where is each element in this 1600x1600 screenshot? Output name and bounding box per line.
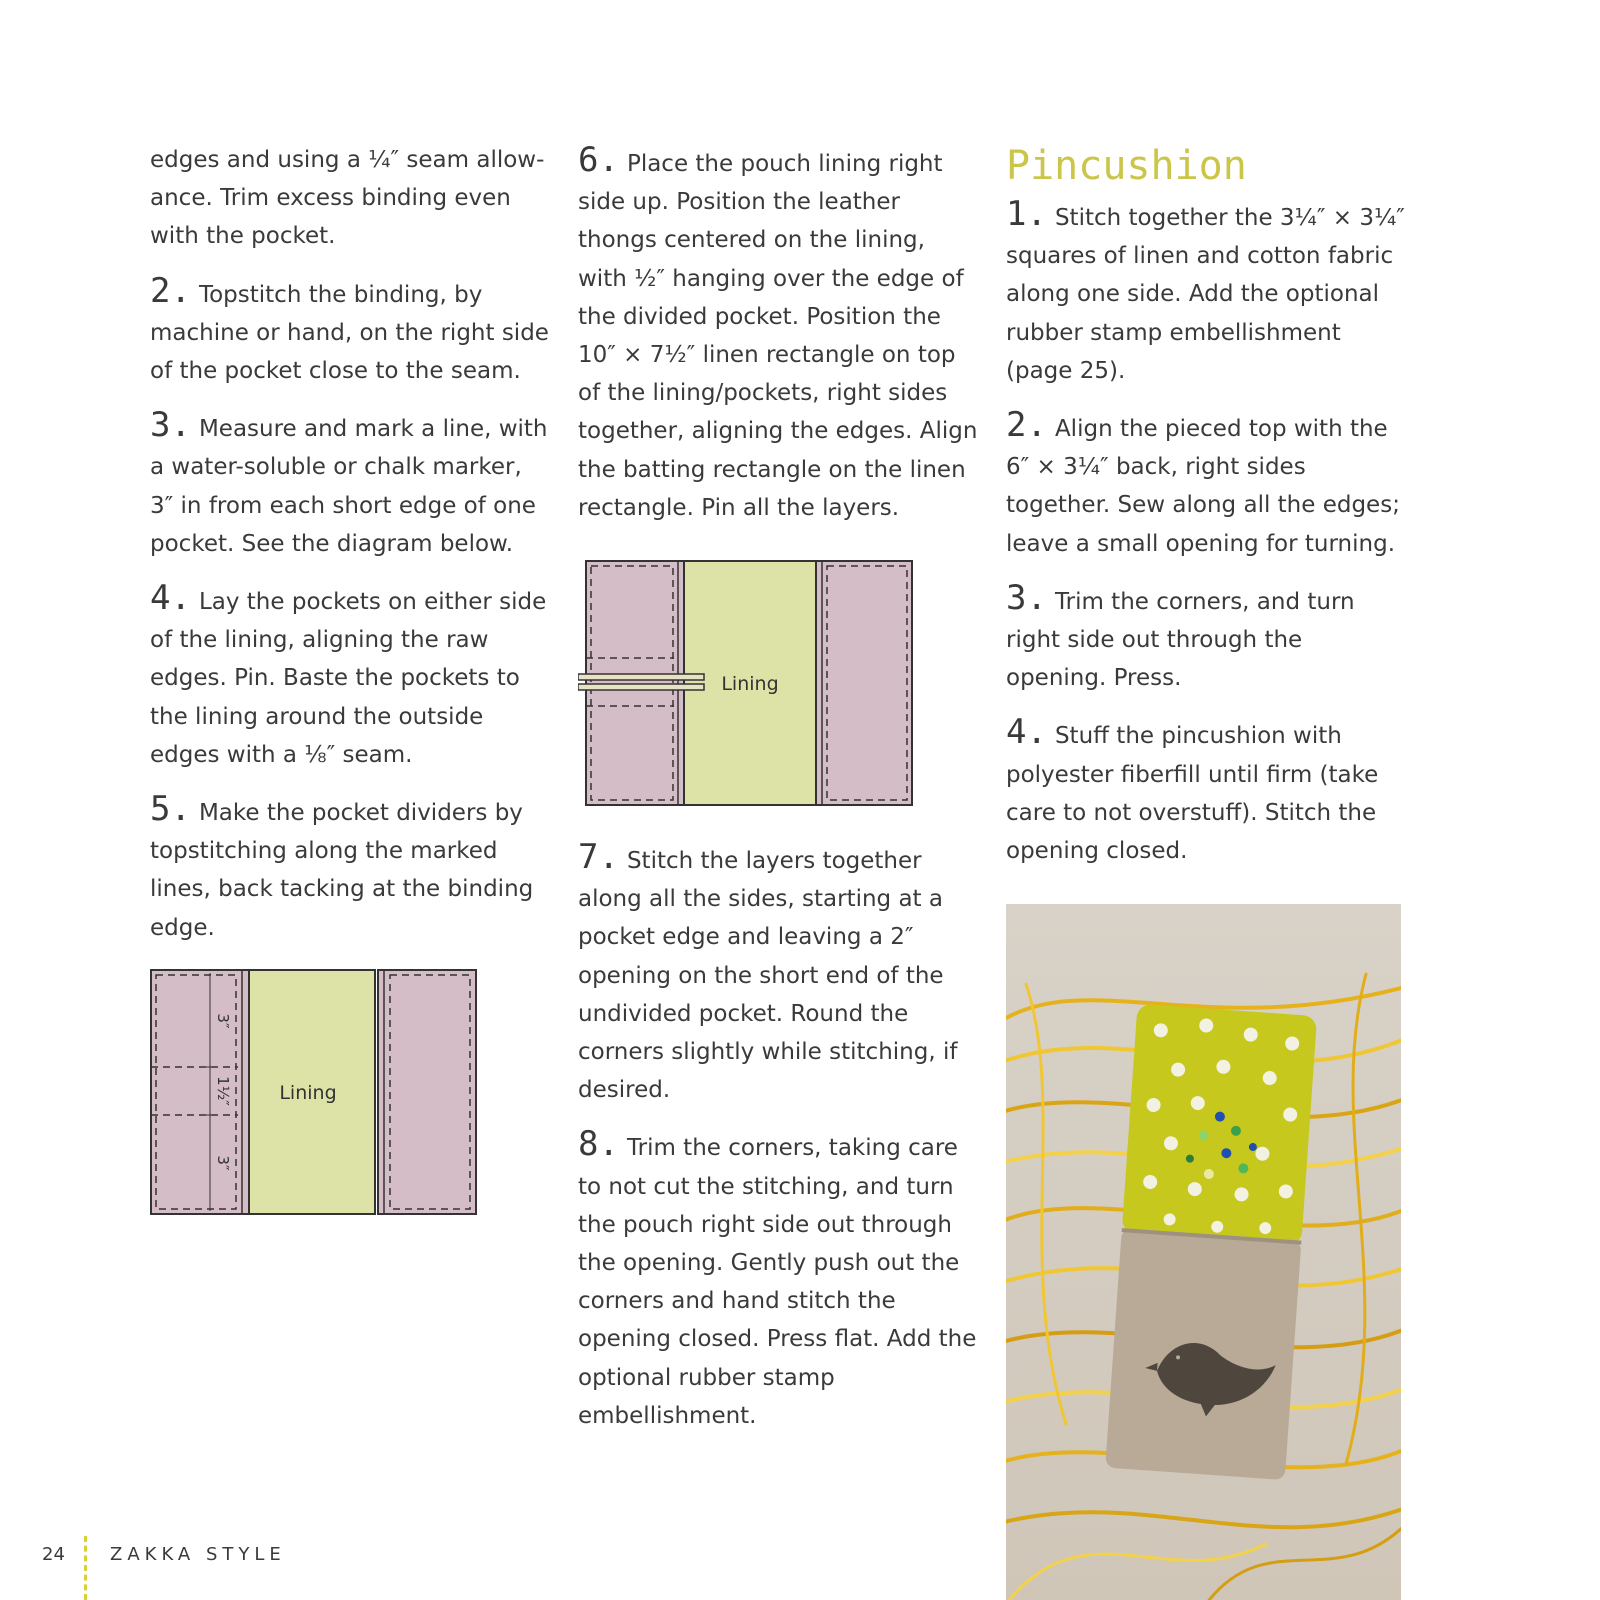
footer-separator <box>84 1536 87 1600</box>
step-7 <box>578 838 978 1109</box>
step-text: Make the pocket dividers by topstitching along the marked lines, back tacking at the binding edge. <box>150 800 534 941</box>
step-text: Align the pieced top with the 6″ × 3¼″ back, right sides together. Sew along all the edges; leave a small opening for turning. <box>1006 416 1400 557</box>
page-number: 24 <box>42 1544 65 1565</box>
lining-label: Lining <box>721 673 779 695</box>
step-number: 5. <box>150 789 191 830</box>
step-number: 8. <box>578 1124 619 1165</box>
step-text: Topstitch the binding, by machine or hand, on the right side of the pocket close to the seam. <box>150 281 549 385</box>
step-5 <box>150 790 550 947</box>
left-pocket <box>151 970 249 1214</box>
step-number: 7. <box>578 837 619 877</box>
pocket-marking-diagram-svg <box>150 969 477 1215</box>
dimension-label-bottom: 3″ <box>214 1155 232 1171</box>
step-number: 4. <box>150 578 191 619</box>
column-1 <box>150 141 550 963</box>
layer-assembly-diagram <box>578 560 914 806</box>
continued-step-text: edges and using a ¼″ seam allowance. Trim excess binding even with the pocket. <box>150 147 545 250</box>
column-2 <box>578 141 978 543</box>
pincushion-photo <box>1006 904 1401 1600</box>
lining-label: Lining <box>279 1082 337 1104</box>
step-text: Place the pouch lining right side up. Position the leather thongs centered on the lining, with ½″ hanging over the edge of the divided pocket. Position the 10″ × 7½″ linen rectangle on top of the lining/pockets, right sides together, aligning the edges. Align the batting rectangle on the linen rectangle. Pin all the layers. <box>578 151 978 521</box>
step-3 <box>150 406 550 563</box>
step-2 <box>150 272 550 391</box>
step-number: 2. <box>150 270 191 311</box>
section-title: Pincushion <box>1006 143 1247 189</box>
step-number: 3. <box>150 405 191 446</box>
leather-thong-top <box>578 674 704 680</box>
pincushion-photo-svg <box>1006 904 1401 1600</box>
dimension-label-middle: 1½″ <box>214 1076 232 1106</box>
step-text: Stuff the pincushion with polyester fiberfill until firm (take care to not overstuff). Stitch the opening closed. <box>1006 723 1379 865</box>
step-number: 6. <box>578 140 619 180</box>
step-text: Trim the corners, taking care to not cut the stitching, and turn the pouch right side out through the opening. Gently push out the corners and hand stitch the opening closed. Press flat. Add the optional rubber stamp embellishment. <box>578 1135 977 1429</box>
dimension-label-top: 3″ <box>214 1013 232 1029</box>
step-number: 4. <box>1006 712 1047 753</box>
pincushion <box>1105 1004 1317 1480</box>
step-4 <box>150 579 550 774</box>
pocket-marking-diagram <box>150 969 477 1215</box>
step-8 <box>578 1125 978 1435</box>
step-text: Stitch together the 3¼″ × 3¼″ squares of linen and cotton fabric along one side. Add the optional rubber stamp embellishment (page 25). <box>1006 205 1405 384</box>
book-title: ZAKKA STYLE <box>110 1544 286 1565</box>
step-number: 3. <box>1006 577 1047 618</box>
column-3 <box>1006 141 1406 886</box>
step-text: Stitch the layers together along all the sides, starting at a pocket edge and leaving a 2″ opening on the short end of the undivided pocket. Round the corners slightly while stitching, if desired. <box>578 848 958 1104</box>
leather-thong-bottom <box>578 684 704 690</box>
right-pocket <box>378 970 476 1214</box>
step-2 <box>1006 406 1406 563</box>
step-text: Lay the pockets on either side of the lining, aligning the raw edges. Pin. Baste the pockets to the lining around the outside edges with a ⅛″ seam. <box>150 589 547 768</box>
layer-assembly-diagram-svg <box>578 560 914 806</box>
right-pocket <box>816 561 912 805</box>
step-1 <box>1006 195 1406 390</box>
step-text: Trim the corners, and turn right side out through the opening. Press. <box>1006 588 1355 692</box>
step-number: 1. <box>1006 194 1047 234</box>
column-2-lower <box>578 838 978 1451</box>
step-text: Measure and mark a line, with a water-soluble or chalk marker, 3″ in from each short edge of one pocket. See the diagram below. <box>150 416 548 557</box>
step-number: 2. <box>1006 405 1047 446</box>
step-3 <box>1006 579 1406 698</box>
step-4 <box>1006 713 1406 870</box>
left-pocket <box>586 561 684 805</box>
step-6 <box>578 141 978 527</box>
